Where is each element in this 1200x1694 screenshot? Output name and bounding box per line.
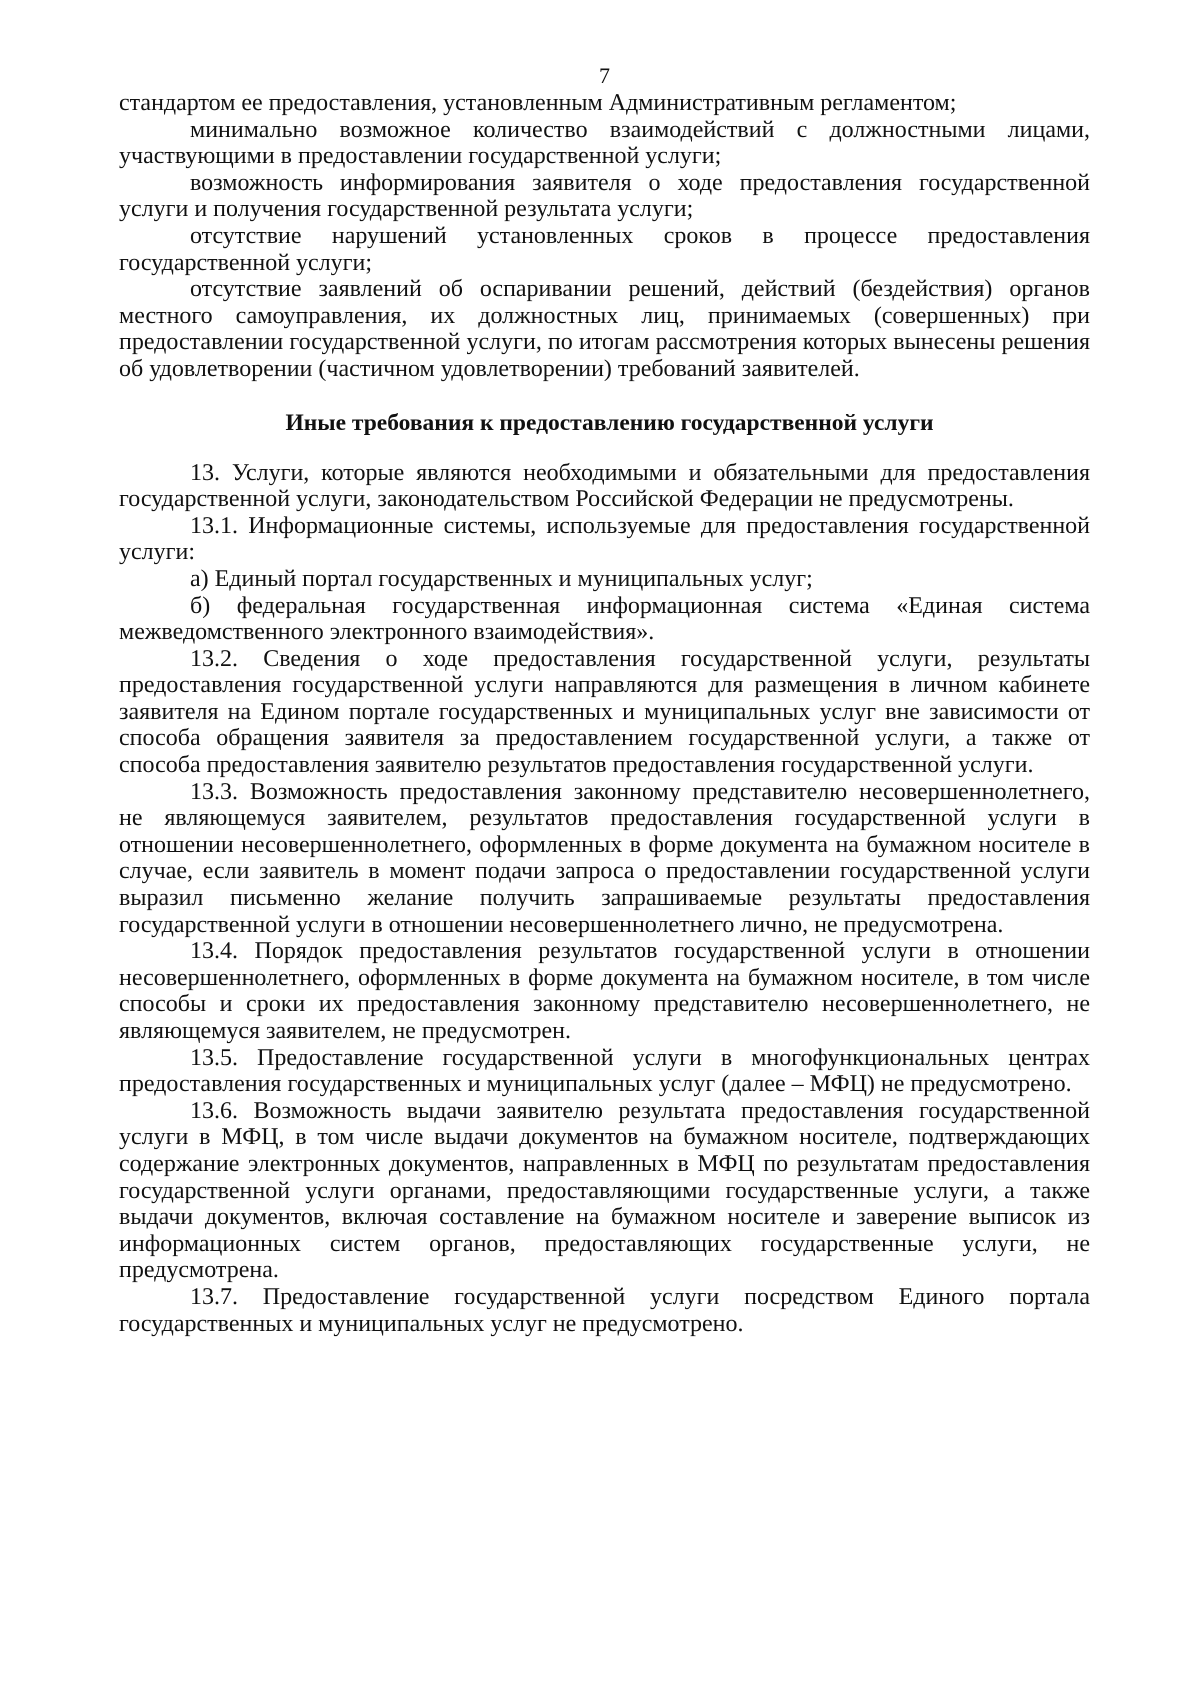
clause-13-6: 13.6. Возможность выдачи заявителю результата предоставления государственной услуги в МФЦ, в том числе выдачи документов на бумажном носителе, подтверждающих содержание электронных документов, направленных в МФЦ по результатам предоставления государственной услуги органами, предоставляющими государственные услуги, а также выдачи документов, включая составление на бумажном носителе и заверение выписок из информационных систем органов, предоставляющих государственные услуги, не предусмотрена.	[119, 1097, 1090, 1284]
clause-13-7: 13.7. Предоставление государственной услуги посредством Единого портала государственных и муниципальных услуг не предусмотрено.	[119, 1283, 1090, 1337]
clause-13-5: 13.5. Предоставление государственной услуги в многофункциональных центрах предоставления государственных и муниципальных услуг (далее – МФЦ) не предусмотрено.	[119, 1044, 1090, 1098]
clause-13-4: 13.4. Порядок предоставления результатов государственной услуги в отношении несовершеннолетнего, оформленных в форме документа на бумажном носителе, в том числе способы и сроки их предоставления законному представителю несовершеннолетнего, не являющемуся заявителем, не предусмотрен.	[119, 938, 1090, 1044]
clause-13-1: 13.1. Информационные системы, используемые для предоставления государственной услуги:	[119, 512, 1090, 566]
criteria-item: отсутствие нарушений установленных сроков в процессе предоставления государственной услуги;	[119, 222, 1090, 276]
criteria-item: отсутствие заявлений об оспаривании решений, действий (бездействия) органов местного самоуправления, их должностных лиц, принимаемых (совершенных) при предоставлении государственной услуги, по итогам рассмотрения которых вынесены решения об удовлетворении (частичном удовлетворении) требований заявителей.	[119, 276, 1090, 382]
section-heading: Иные требования к предоставлению государственной услуги	[285, 409, 934, 436]
criteria-list	[119, 90, 1090, 383]
criteria-item: стандартом ее предоставления, установленным Административным регламентом;	[119, 90, 957, 116]
clause-13-1-a: а) Единый портал государственных и муниципальных услуг;	[190, 565, 813, 592]
page-number: 7	[599, 63, 610, 88]
criteria-item: возможность информирования заявителя о ходе предоставления государственной услуги и получения государственной результата услуги;	[119, 169, 1090, 223]
clause-13-2: 13.2. Сведения о ходе предоставления государственной услуги, результаты предоставления государственной услуги направляются для размещения в личном кабинете заявителя на Едином портале государственных и муниципальных услуг вне зависимости от способа обращения заявителя за предоставлением государственной услуги, а также от способа предоставления заявителю результатов предоставления государственной услуги.	[119, 645, 1090, 779]
criteria-item: минимально возможное количество взаимодействий с должностными лицами, участвующими в предоставлении государственной услуги;	[119, 116, 1090, 170]
clause-13-3: 13.3. Возможность предоставления законному представителю несовершеннолетнего, не являющемуся заявителем, результатов предоставления государственной услуги в отношении несовершеннолетнего, оформленных в форме документа на бумажном носителе в случае, если заявитель в момент подачи запроса о предоставлении государственной услуги выразил письменно желание получить запрашиваемые результаты предоставления государственной услуги в отношении несовершеннолетнего лично, не предусмотрена.	[119, 778, 1090, 938]
clause-13: 13. Услуги, которые являются необходимыми и обязательными для предоставления государственной услуги, законодательством Российской Федерации не предусмотрены.	[119, 459, 1090, 513]
section-13-body	[119, 460, 1090, 1338]
clause-13-1-b: б) федеральная государственная информационная система «Единая система межведомственного электронного взаимодействия».	[119, 592, 1090, 646]
